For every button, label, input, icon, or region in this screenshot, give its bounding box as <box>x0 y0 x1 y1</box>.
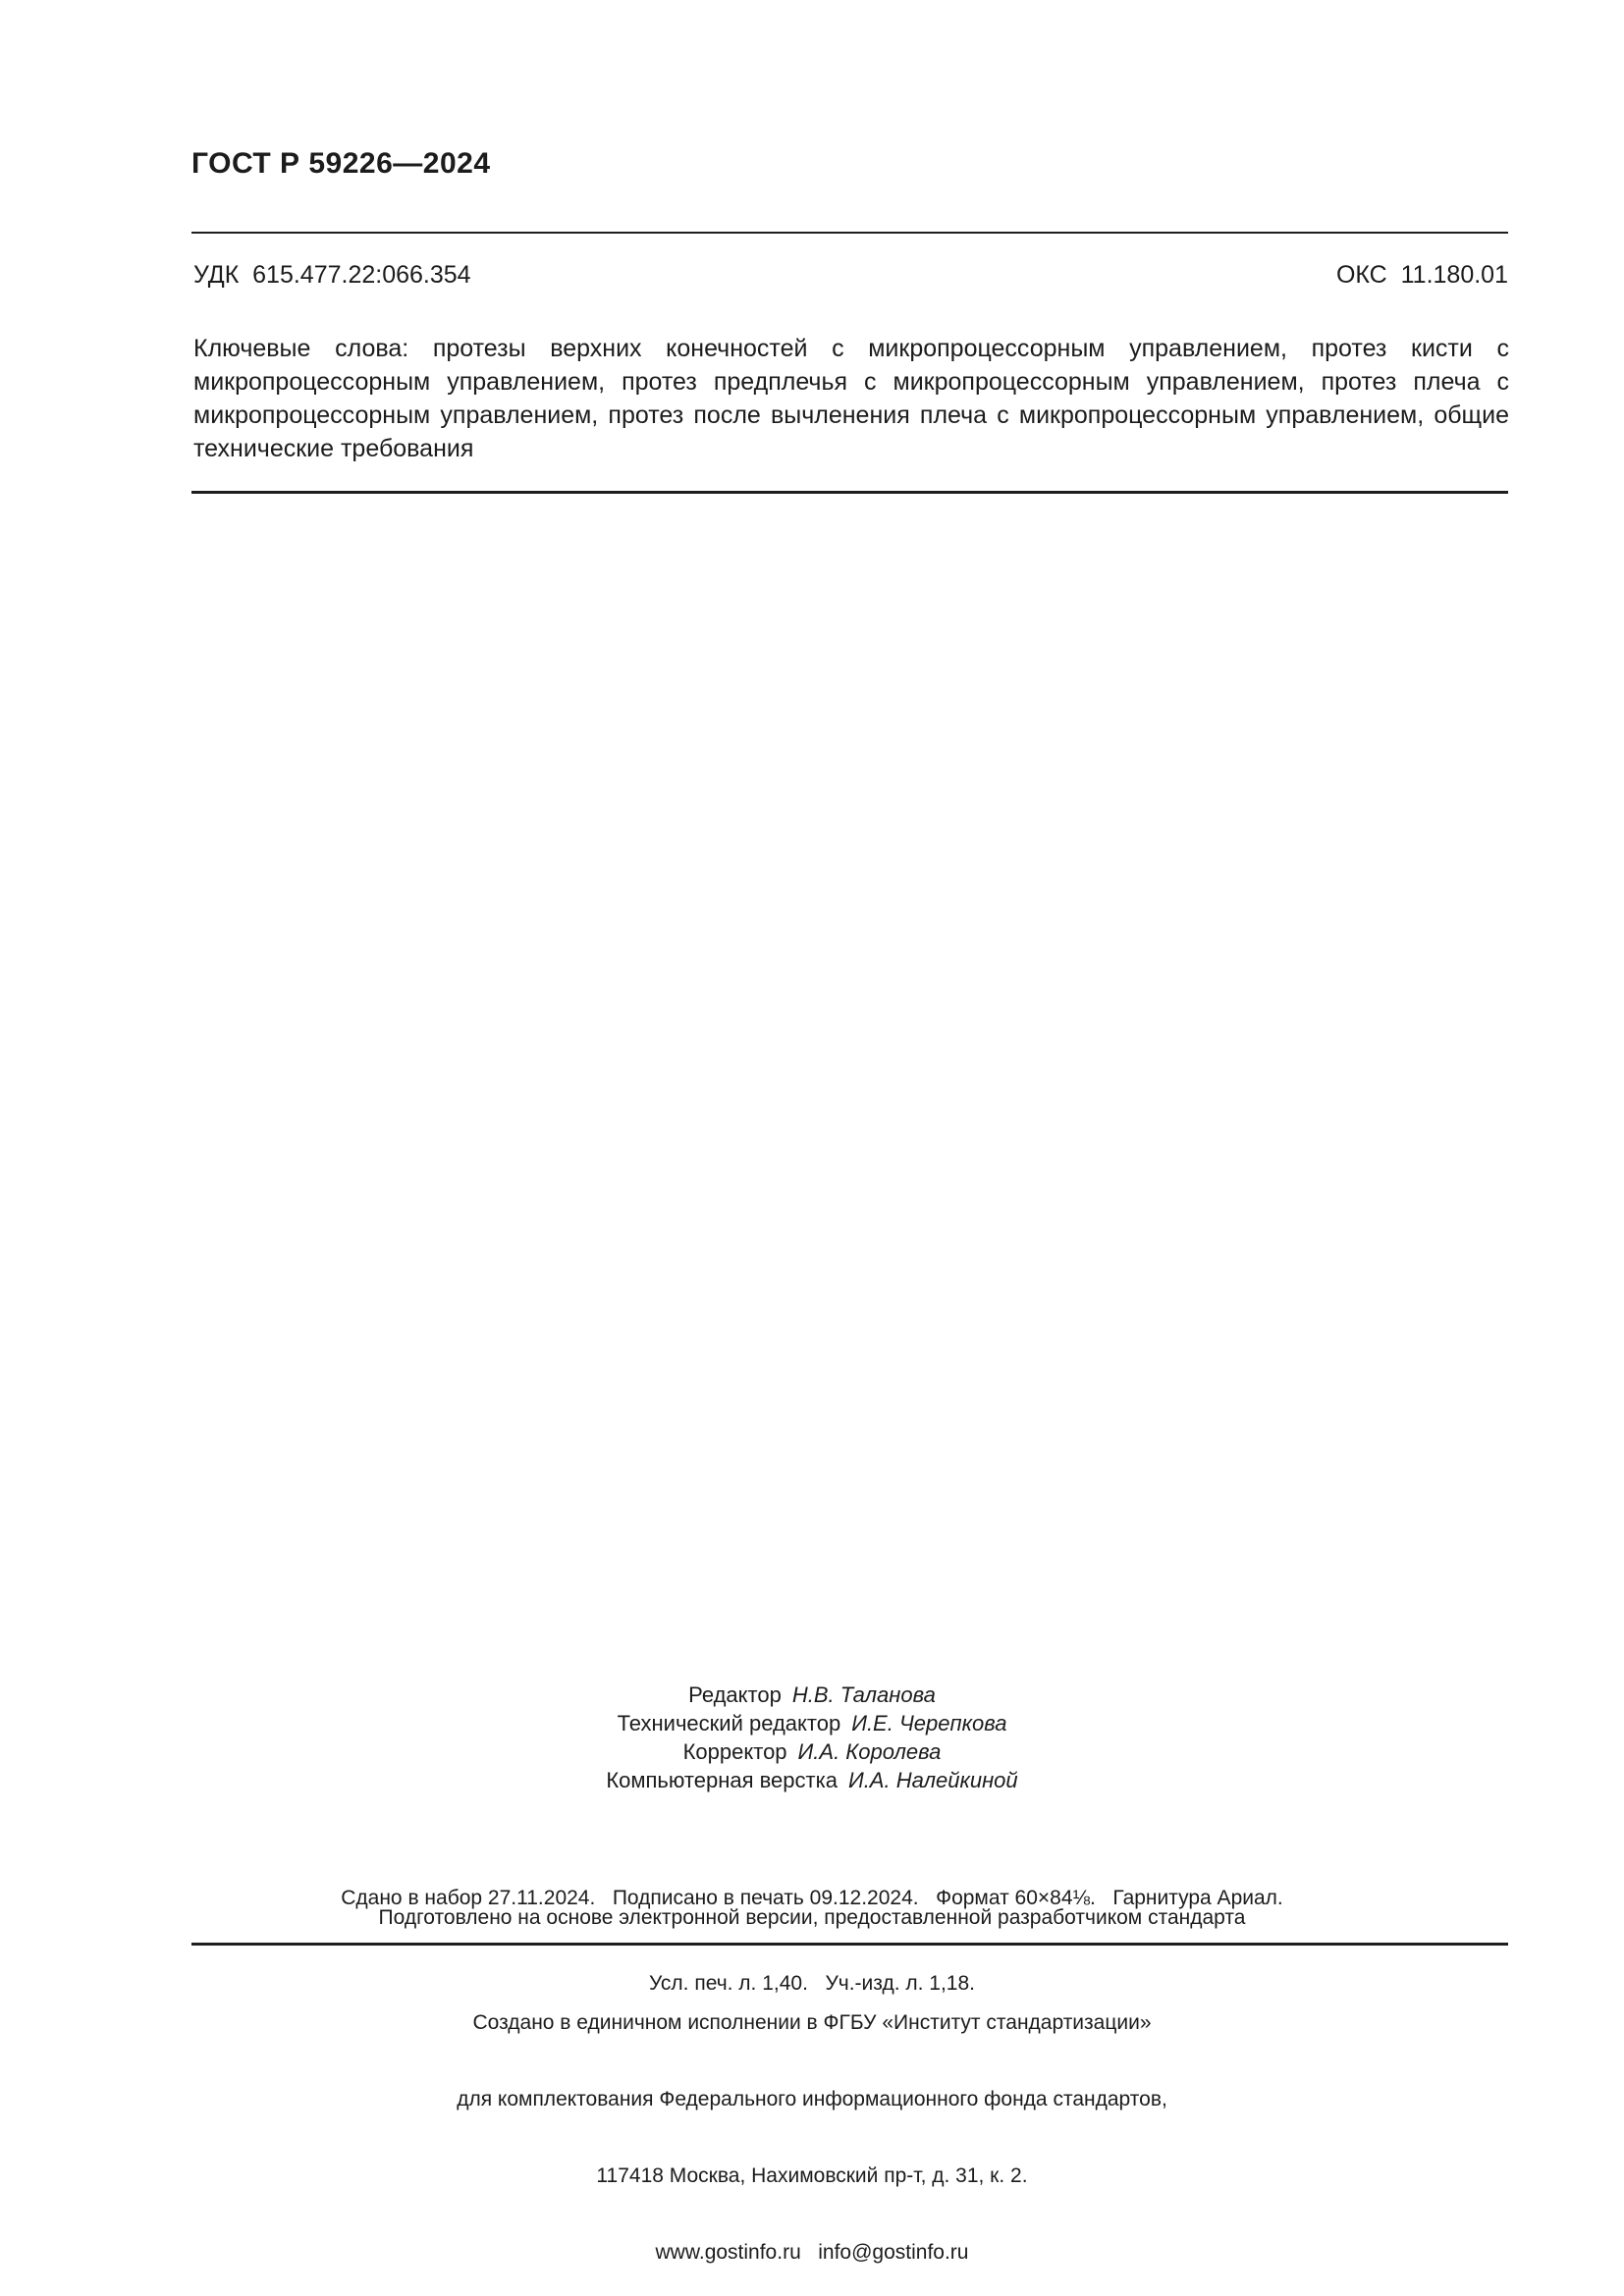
page-title: ГОСТ Р 59226—2024 <box>191 147 491 180</box>
codes-row <box>193 261 1508 290</box>
prepared-note: Подготовлено на основе электронной версии, предоставленной разработчиком стандарта <box>378 1906 1246 1929</box>
staff-row-corrector <box>154 1737 1470 1766</box>
publisher-block <box>154 1959 1470 2296</box>
staff-name: И.А. Налейкиной <box>847 1768 1018 1792</box>
staff-name: Н.В. Таланова <box>791 1682 936 1707</box>
publisher-line-issuer: Создано в единичном исполнении в ФГБУ «Институт стандартизации» <box>472 2011 1152 2034</box>
staff-name: И.Е. Черепкова <box>851 1711 1007 1735</box>
imprint-line-1: Сдано в набор 27.11.2024. Подписано в печать 09.12.2024. Формат 60×84⅛. Гарнитура Ариал. <box>341 1887 1283 1909</box>
staff-role: Редактор <box>688 1682 782 1707</box>
keywords-divider <box>191 491 1508 494</box>
footer-divider <box>191 1943 1508 1946</box>
staff-row-layout <box>154 1766 1470 1794</box>
staff-name: И.А. Королева <box>797 1739 942 1764</box>
oks-code: ОКС 11.180.01 <box>1335 261 1508 289</box>
publisher-line-address: 117418 Москва, Нахимовский пр-т, д. 31, к. 2. <box>596 2164 1028 2187</box>
udk-code: УДК 615.477.22:066.354 <box>193 261 471 289</box>
staff-row-editor <box>154 1681 1470 1709</box>
header-divider <box>191 232 1508 234</box>
publisher-line-contacts: www.gostinfo.ru info@gostinfo.ru <box>655 2241 969 2264</box>
staff-block <box>154 1681 1470 1794</box>
imprint-line-2: Усл. печ. л. 1,40. Уч.-изд. л. 1,18. <box>648 1972 975 1995</box>
keywords-paragraph: Ключевые слова: протезы верхних конечностей с микропроцессорным управлением, протез кисти с микропроцессорным управлением, протез предплечья с микропроцессорным управлением, протез плеча с микропроцессорным управлением, протез после вычленения плеча с микропроцессорным управлением, общие технические требования <box>193 335 1509 462</box>
staff-role: Корректор <box>682 1739 787 1764</box>
staff-row-technical-editor <box>154 1709 1470 1737</box>
staff-role: Технический редактор <box>617 1711 841 1735</box>
staff-role: Компьютерная верстка <box>606 1768 838 1792</box>
publisher-line-purpose: для комплектования Федерального информационного фонда стандартов, <box>457 2088 1167 2110</box>
